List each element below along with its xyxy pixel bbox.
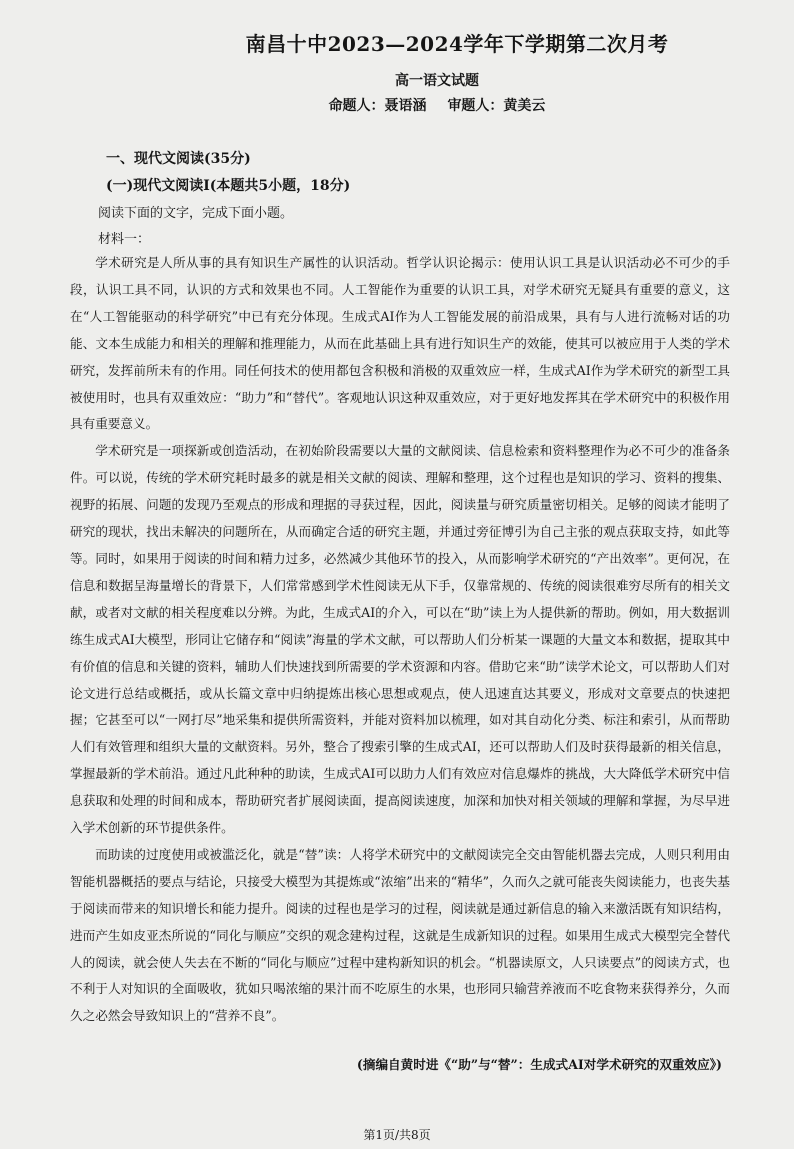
- source-citation: (摘编自黄时进《“助”与“替”：生成式AI对学术研究的双重效应》): [356, 1057, 722, 1072]
- passage-paragraph-1: 学术研究是人所从事的具有知识生产属性的认识活动。哲学认识论揭示：使用认识工具是认识活动必不可少的手段，认识工具不同，认识的方式和效果也不同。人工智能作为重要的认识工具，对学术研究无疑具有重要的意义，这在“人工智能驱动的科学研究”中已有充分体现。生成式AI作为人工智能发展的前沿成果，具有与人进行流畅对话的功能、文本生成能力和相关的理解和推理能力，从而在此基础上具有进行知识生产的效能，使其可以被应用于人类的学术研究，发挥前所未有的作用。同任何技术的使用都包含积极和消极的双重效应一样，生成式AI作为学术研究的新型工具被使用时，也具有双重效应：“助力”和“替代”。客观地认识这种双重效应，对于更好地发挥其在学术研究中的积极作用具有重要意义。: [70, 255, 730, 432]
- exam-title: 南昌十中2023—2024学年下学期第二次月考: [245, 32, 669, 56]
- exam-subtitle: 高一语文试题: [395, 73, 479, 89]
- page-number: 第1页/共8页: [363, 1128, 431, 1142]
- reading-instruction: 阅读下面的文字，完成下面小题。: [98, 206, 294, 221]
- material-label: 材料一：: [98, 232, 151, 247]
- setter-label: 命题人：聂语涵: [328, 98, 427, 114]
- section-subheading: (一)现代文阅读Ⅰ(本题共5小题，18分): [106, 178, 351, 194]
- passage-paragraph-2: 学术研究是一项探新或创造活动，在初始阶段需要以大量的文献阅读、信息检索和资料整理作为必不可少的准备条件。可以说，传统的学术研究耗时最多的就是相关文献的阅读、理解和整理，这个过程也是知识的学习、资料的搜集、视野的拓展、问题的发现乃至观点的形成和理据的寻获过程，因此，阅读量与研究质量密切相关。足够的阅读才能明了研究的现状，找出未解决的问题所在，从而确定合适的研究主题，并通过旁征博引为自己主张的观点获取支持，如此等等。同时，如果用于阅读的时间和精力过多，必然减少其他环节的投入，从而影响学术研究的“产出效率”。更何况，在信息和数据呈海量增长的背景下，人们常常感到学术性阅读无从下手，仅靠常规的、传统的阅读很难穷尽所有的相关文献，或者对文献的相关程度难以分辨。为此，生成式AI的介入，可以在“助”读上为人提供新的帮助。例如，用大数据训练生成式AI大模型，形同让它储存和“阅读”海量的学术文献，可以帮助人们分析某一课题的大量文本和数据，提取其中有价值的信息和关键的资料，辅助人们快速找到所需要的学术资源和内容。借助它来“助”读学术论文，可以帮助人们对论文进行总结或概括，或从长篇文章中归纳提炼出核心思想或观点，使人迅速直达其要义，形成对文章要点的快速把握；它甚至可以“一网打尽”地采集和提供所需资料，并能对资料加以梳理，如对其自动化分类、标注和索引，从而帮助人们有效管理和组织大量的文献资料。另外，整合了搜索引擎的生成式AI，还可以帮助人们及时获得最新的相关信息，掌握最新的学术前沿。通过凡此种种的助读，生成式AI可以助力人们有效应对信息爆炸的挑战，大大降低学术研究中信息获取和处理的时间和成本，帮助研究者扩展阅读面，提高阅读速度，加深和加快对相关领域的理解和掌握，为尽早进入学术创新的环节提供条件。: [70, 443, 730, 836]
- passage-paragraph-3: 而助读的过度使用或被滥泛化，就是“替”读：人将学术研究中的文献阅读完全交由智能机器去完成，人则只利用由智能机器概括的要点与结论，只接受大模型为其提炼或“浓缩”出来的“精华”，久而久之就可能丧失阅读能力，也丧失基于阅读而带来的知识增长和能力提升。阅读的过程也是学习的过程，阅读就是通过新信息的输入来激活既有知识结构，进而产生如皮亚杰所说的“同化与顺应”交织的观念建构过程，这就是生成新知识的过程。如果用生成式大模型完全替代人的阅读，就会使人失去在不断的“同化与顺应”过程中建构新知识的机会。“机器读原文，人只读要点”的阅读方式，也不利于人对知识的全面吸收，犹如只喝浓缩的果汁而不吃原生的水果，也形同只输营养液而不吃食物来获得养分，久而久之必然会导致知识上的“营养不良”。: [70, 846, 730, 1024]
- reading-passage: [70, 250, 730, 1030]
- reviewer-label: 审题人：黄美云: [447, 98, 546, 114]
- section-heading: 一、现代文阅读(35分): [106, 151, 251, 167]
- exam-authors: [0, 95, 794, 115]
